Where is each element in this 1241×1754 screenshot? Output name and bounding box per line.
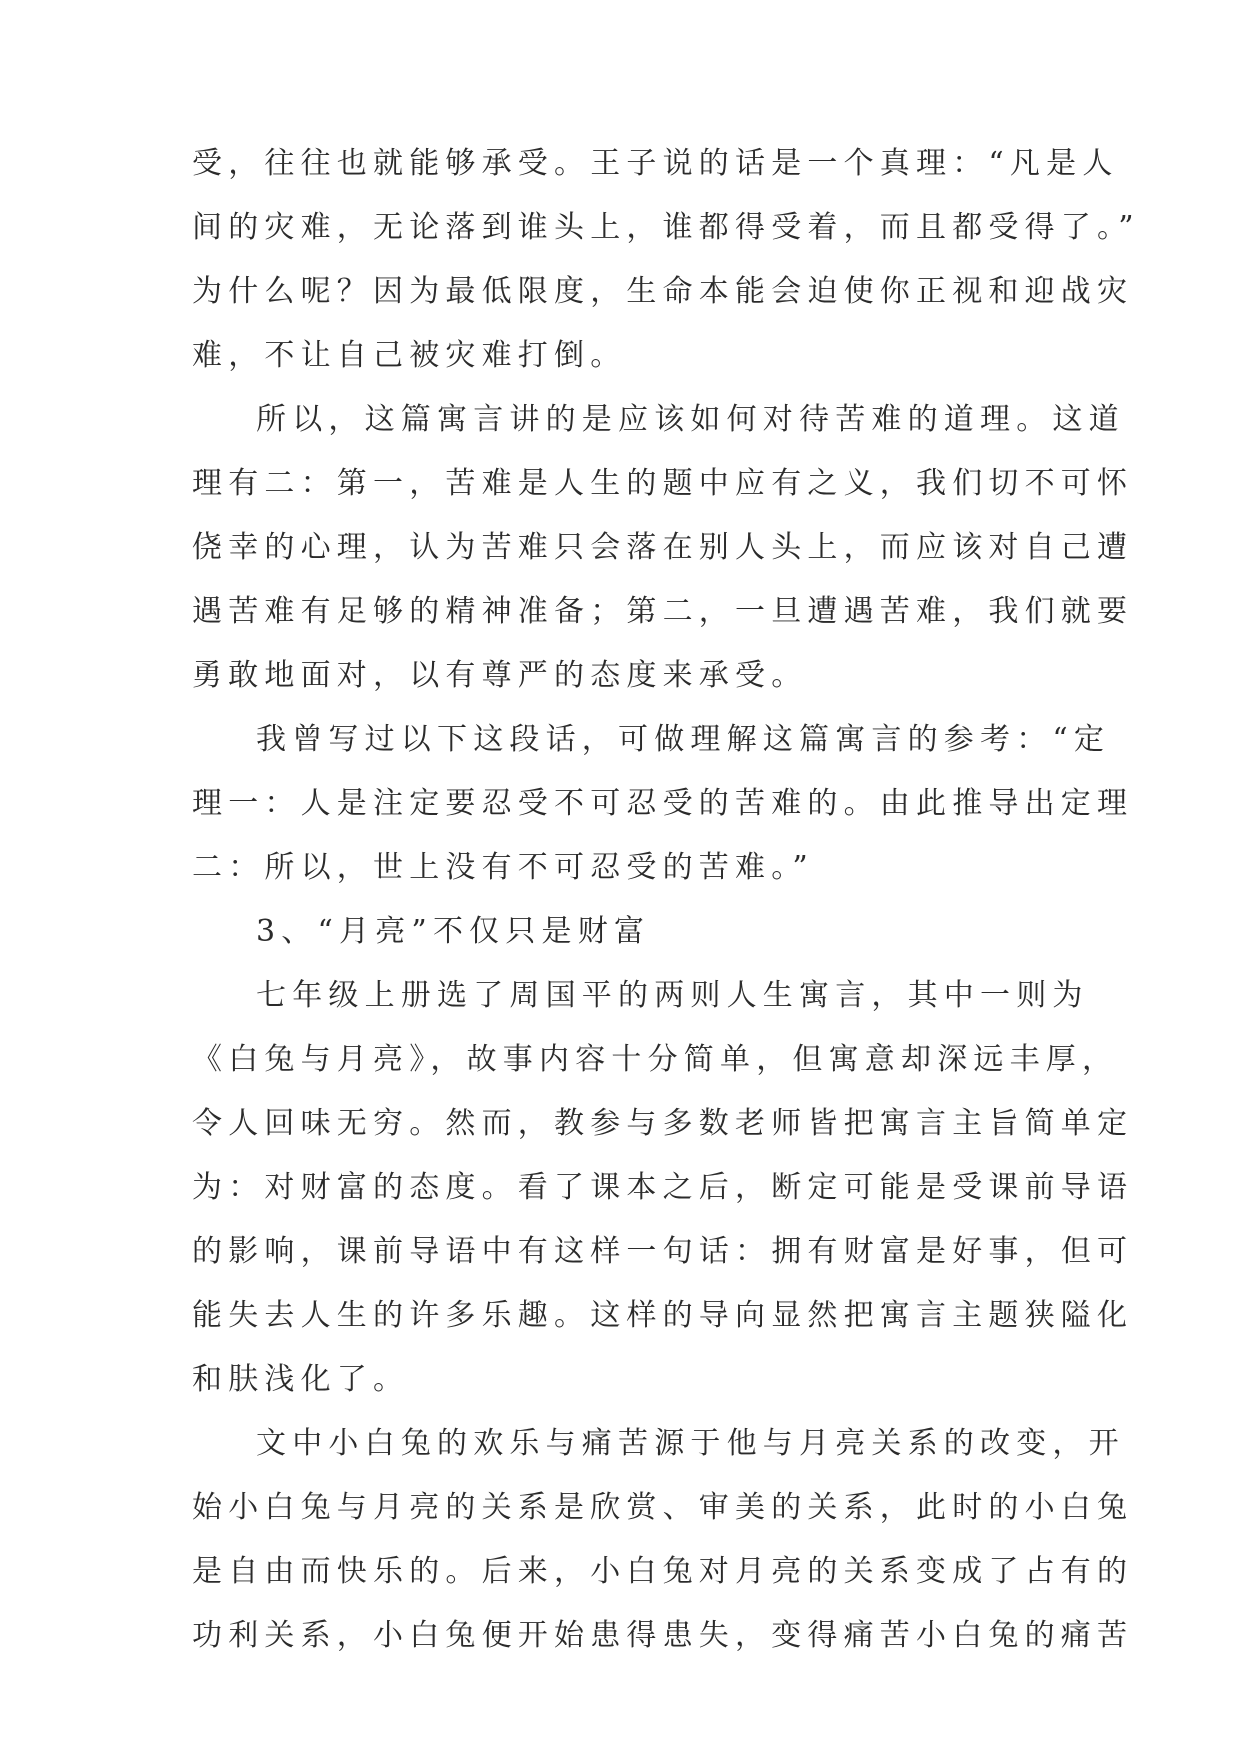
text-line: 功利关系，小白兔便开始患得患失，变得痛苦小白兔的痛苦 <box>192 1618 1134 1653</box>
text-line: 侥幸的心理，认为苦难只会落在别人头上，而应该对自己遭 <box>192 530 1134 565</box>
paragraph-first-line: 文中小白兔的欢乐与痛苦源于他与月亮关系的改变，开 <box>256 1426 1125 1461</box>
text-line: 受，往往也就能够承受。王子说的话是一个真理：“凡是人 <box>192 146 1119 181</box>
text-line: 二：所以，世上没有不可忍受的苦难。” <box>192 850 814 885</box>
text-line: 的影响，课前导语中有这样一句话：拥有财富是好事，但可 <box>192 1234 1134 1269</box>
paragraph-first-line: 所以，这篇寓言讲的是应该如何对待苦难的道理。这道 <box>256 402 1125 437</box>
text-line: 和肤浅化了。 <box>192 1362 410 1397</box>
text-line: 《白兔与月亮》，故事内容十分简单，但寓意却深远丰厚， <box>192 1042 1119 1077</box>
paragraph-first-line: 我曾写过以下这段话，可做理解这篇寓言的参考：“定 <box>256 722 1111 757</box>
section-heading: 3、“月亮”不仅只是财富 <box>256 914 651 949</box>
text-line: 为：对财富的态度。看了课本之后，断定可能是受课前导语 <box>192 1170 1134 1205</box>
text-line: 是自由而快乐的。后来，小白兔对月亮的关系变成了占有的 <box>192 1554 1134 1589</box>
text-line: 令人回味无穷。然而，教参与多数老师皆把寓言主旨简单定 <box>192 1106 1134 1141</box>
text-line: 为什么呢？因为最低限度，生命本能会迫使你正视和迎战灾 <box>192 274 1134 309</box>
paragraph-first-line: 七年级上册选了周国平的两则人生寓言，其中一则为 <box>256 978 1089 1013</box>
text-line: 勇敢地面对，以有尊严的态度来承受。 <box>192 658 808 693</box>
text-line: 能失去人生的许多乐趣。这样的导向显然把寓言主题狭隘化 <box>192 1298 1134 1333</box>
text-line: 理有二：第一，苦难是人生的题中应有之义，我们切不可怀 <box>192 466 1134 501</box>
text-line: 间的灾难，无论落到谁头上，谁都得受着，而且都受得了。” <box>192 210 1140 245</box>
text-line: 难，不让自己被灾难打倒。 <box>192 338 627 373</box>
text-line: 理一：人是注定要忍受不可忍受的苦难的。由此推导出定理 <box>192 786 1134 821</box>
text-line: 始小白兔与月亮的关系是欣赏、审美的关系，此时的小白兔 <box>192 1490 1134 1525</box>
text-line: 遇苦难有足够的精神准备；第二，一旦遭遇苦难，我们就要 <box>192 594 1134 629</box>
